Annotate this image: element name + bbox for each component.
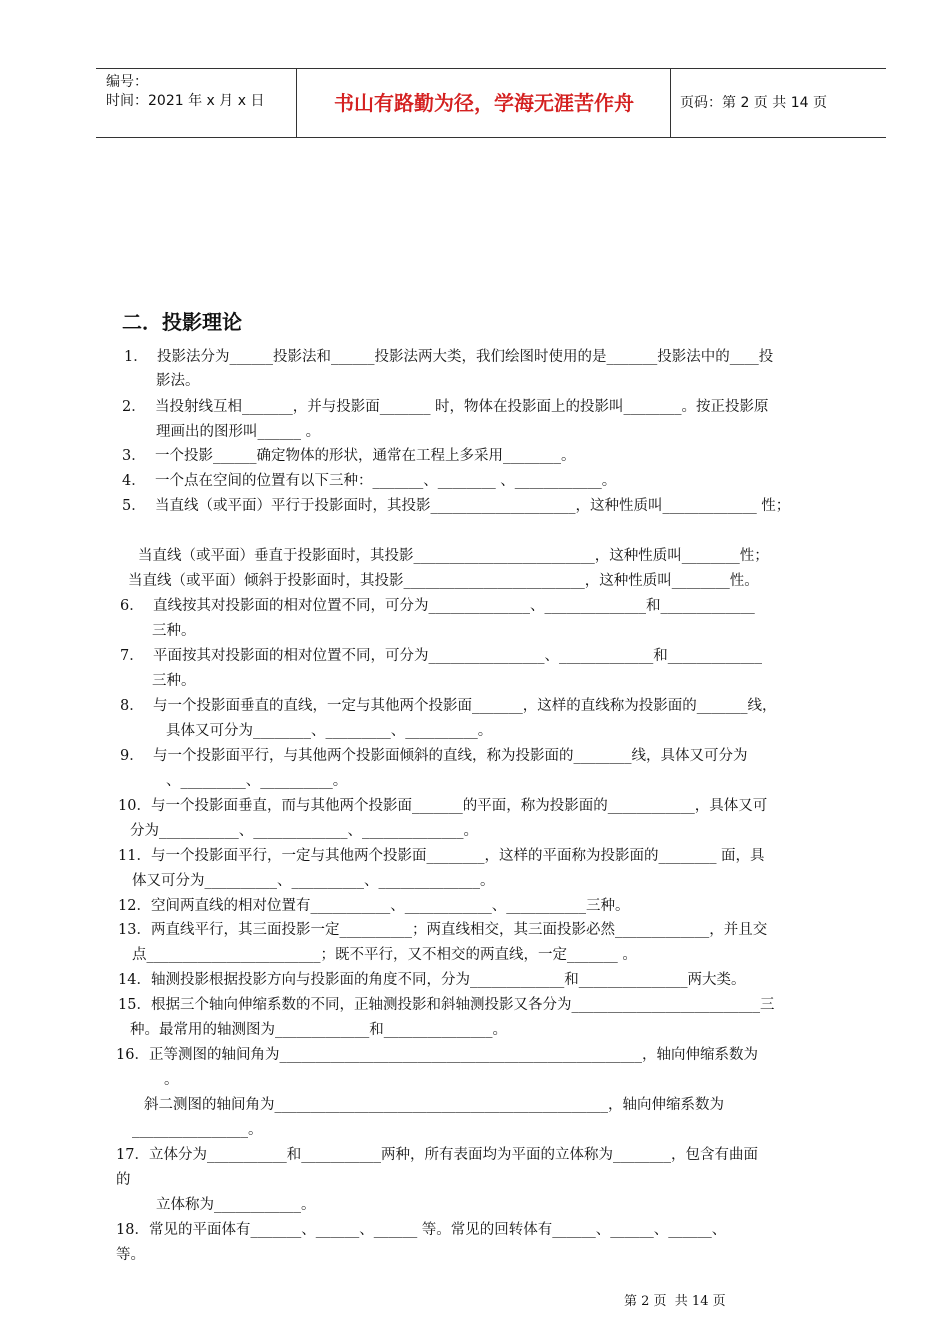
header-page-number: 页码：第 2 页 共 14 页 xyxy=(680,95,827,111)
question-line: 8． 与一个投影面垂直的直线，一定与其他两个投影面_______，这样的直线称为投影面的_______线， xyxy=(120,698,777,714)
question-line: 18．常见的平面体有_______、______、______ 等。常见的回转体有______、______、______、 xyxy=(116,1222,727,1238)
question-line: 当直线（或平面）倾斜于投影面时，其投影_________________________，这种性质叫________性。 xyxy=(128,573,759,589)
number-label: 编号： xyxy=(106,74,148,90)
header-divider xyxy=(296,69,297,137)
question-line: ________________。 xyxy=(132,1122,263,1138)
question-line: 2． 当投射线互相_______，并与投影面_______ 时，物体在投影面上的投影叫________。按正投影原 xyxy=(122,399,769,415)
question-line: 三种。 xyxy=(152,623,196,639)
question-line: 具体又可分为________、_________、__________。 xyxy=(166,723,493,739)
section-title: 二．投影理论 xyxy=(122,310,242,334)
question-line: 17．立体分为___________和___________两种，所有表面均为平面的立体称为________，包含有曲面 xyxy=(116,1147,758,1163)
question-line: 10．与一个投影面垂直，而与其他两个投影面_______的平面，称为投影面的____________，具体又可 xyxy=(118,798,768,814)
question-line: 斜二测图的轴间角为______________________________________________，轴向伸缩系数为 xyxy=(144,1097,724,1113)
question-line: 影法。 xyxy=(156,373,200,389)
page-header xyxy=(96,68,886,138)
question-line: 14．轴测投影根据投影方向与投影面的角度不同，分为_____________和_______________两大类。 xyxy=(118,972,746,988)
question-line: 4． 一个点在空间的位置有以下三种：_______、________ 、____________。 xyxy=(122,473,617,489)
question-line: 、_________、__________。 xyxy=(166,773,348,789)
question-line: 9． 与一个投影面平行，与其他两个投影面倾斜的直线，称为投影面的________线，具体又可分为 xyxy=(120,748,748,764)
question-line: 三种。 xyxy=(152,673,196,689)
question-line: 7． 平面按其对投影面的相对位置不同，可分为________________、_____________和_____________ xyxy=(120,648,762,664)
question-line: 当直线（或平面）垂直于投影面时，其投影_________________________，这种性质叫________性； xyxy=(138,548,769,564)
question-line: 16．正等测图的轴间角为__________________________________________________，轴向伸缩系数为 xyxy=(116,1047,758,1063)
question-line: 1． 投影法分为______投影法和______投影法两大类，我们绘图时使用的是_______投影法中的____投 xyxy=(124,349,774,365)
time-label: 时间：2021 年 x 月 x 日 xyxy=(106,93,265,109)
question-line: 点________________________；既不平行，又不相交的两直线，一定_______ 。 xyxy=(132,947,637,963)
page-footer: 第 2 页 共 14 页 xyxy=(624,1294,726,1309)
question-line: 6． 直线按其对投影面的相对位置不同，可分为______________、______________和_____________ xyxy=(120,598,755,614)
question-line: 5． 当直线（或平面）平行于投影面时，其投影____________________，这种性质叫_____________ 性； xyxy=(122,498,791,514)
question-line: 。 xyxy=(164,1072,179,1088)
question-line: 理画出的图形叫______ 。 xyxy=(156,424,321,440)
question-line: 分为___________、_____________、______________。 xyxy=(130,823,478,839)
question-line: 种。最常用的轴测图为_____________和_______________。 xyxy=(130,1022,507,1038)
question-line: 15．根据三个轴向伸缩系数的不同，正轴测投影和斜轴测投影又各分为__________________________三 xyxy=(118,997,775,1013)
question-line: 的 xyxy=(116,1172,131,1188)
question-line: 3． 一个投影______确定物体的形状，通常在工程上多采用________。 xyxy=(122,448,576,464)
question-line: 立体称为____________。 xyxy=(156,1197,316,1213)
header-meta xyxy=(106,73,264,111)
question-line: 13．两直线平行，其三面投影一定__________；两直线相交，其三面投影必然_____________，并且交 xyxy=(118,922,768,938)
question-line: 12．空间两直线的相对位置有___________、____________、___________三种。 xyxy=(118,898,630,914)
question-line: 11．与一个投影面平行，一定与其他两个投影面________，这样的平面称为投影面的________ 面，具 xyxy=(118,848,765,864)
header-motto: 书山有路勤为径，学海无涯苦作舟 xyxy=(334,91,634,115)
question-line: 等。 xyxy=(116,1247,145,1263)
question-line: 体又可分为__________、__________、______________。 xyxy=(132,873,495,889)
header-divider xyxy=(670,69,671,137)
